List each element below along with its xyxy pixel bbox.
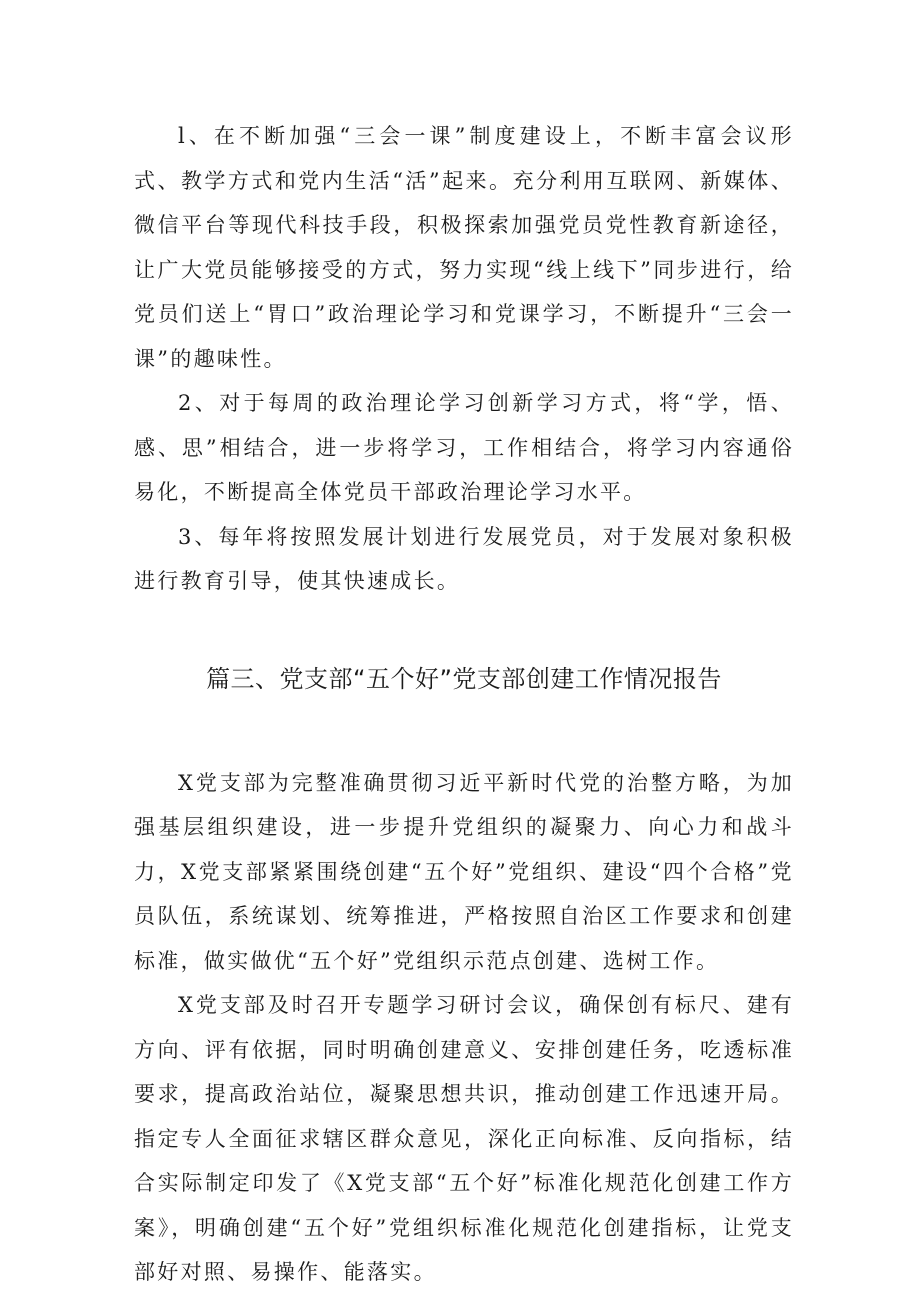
report-paragraph-1: X党支部为完整准确贯彻习近平新时代党的治整方略，为加强基层组织建设，进一步提升党组织的凝聚力、向心力和战斗力，X党支部紧紧围绕创建“五个好”党组织、建设“四个合格”党员队伍，系统谋划、统筹推进，严格按照自治区工作要求和创建标准，做实做优“五个好”党组织示范点创建、选树工作。 [134,770,794,973]
report-paragraph-2: X党支部及时召开专题学习研讨会议，确保创有标尺、建有方向、评有依据，同时明确创建意义、安排创建任务，吃透标准要求，提高政治站位，凝聚思想共识，推动创建工作迅速开局。指定专人全面征求辖区群众意见，深化正向标准、反向指标，结合实际制定印发了《X党支部“五个好”标准化规范化创建工作方案》，明确创建“五个好”党组织标准化规范化创建指标，让党支部好对照、易操作、能落实。 [134,993,794,1284]
spacer [134,699,794,761]
document-body [134,114,794,1295]
section-title: 篇三、党支部“五个好”党支部创建工作情况报告 [206,664,722,693]
paragraph-item-3: 3、每年将按照发展计划进行发展党员，对于发展对象积极进行教育引导，使其快速成长。 [134,524,794,593]
paragraph-item-2: 2、对于每周的政治理论学习创新学习方式，将“学，悟、感、思”相结合，进一步将学习，工作相结合，将学习内容通俗易化，不断提高全体党员干部政治理论学习水平。 [134,391,794,504]
spacer [134,604,794,659]
paragraph-item-1: l、在不断加强“三会一课”制度建设上，不断丰富会议形式、教学方式和党内生活“活”起来。充分利用互联网、新媒体、微信平台等现代科技手段，积极探索加强党员党性教育新途径，让广大党员能够接受的方式，努力实现“线上线下”同步进行，给党员们送上“胃口”政治理论学习和党课学习，不断提升“三会一课”的趣味性。 [134,124,794,371]
